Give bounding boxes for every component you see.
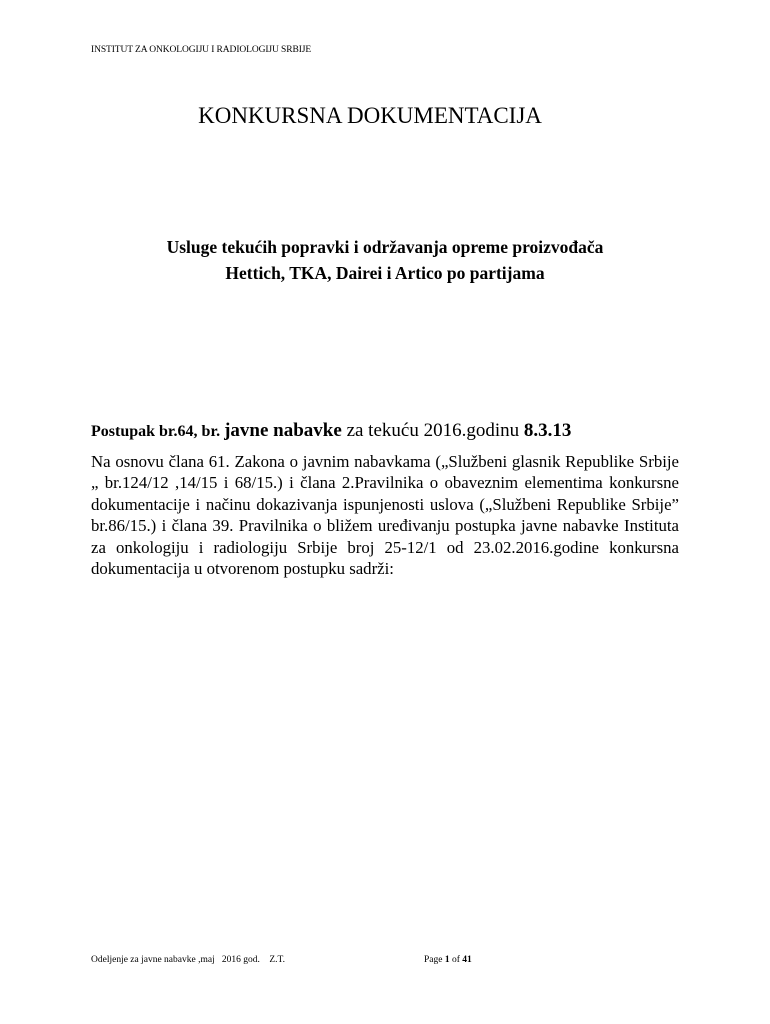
footer-department: Odeljenje za javne nabavke ,maj 2016 god. Z.T. — [91, 955, 285, 965]
legal-basis-paragraph: Na osnovu člana 61. Zakona o javnim nabavkama („Službeni glasnik Republike Srbije „ br.124/12 ,14/15 i 68/15.) i člana 2.Pravilnika o obaveznim elementima konkursne dokumentacije i načinu dokazivanja ispunjenosti uslova („Službeni Republike Srbije” br.86/15.) i člana 39. Pravilnika o bližem uređivanju postupka javne nabavke Instituta za onkologiju i radiologiju Srbije broj 25-12/1 od 23.02.2016.godine konkursna dokumentacija u otvorenom postupku sadrži: — [91, 452, 679, 579]
running-header: INSTITUT ZA ONKOLOGIJU I RADIOLOGIJU SRBIJE — [91, 45, 312, 55]
procedure-type: javne nabavke — [224, 420, 342, 441]
procedure-code: 8.3.13 — [523, 420, 572, 441]
procedure-line — [91, 420, 571, 442]
procedure-year: za tekuću 2016.godinu — [341, 420, 524, 441]
page-current: 1 — [444, 955, 450, 965]
procedure-number: Postupak br.64, br. — [91, 423, 225, 440]
document-subject — [91, 234, 679, 286]
page-of: of — [449, 955, 463, 965]
document-title: KONKURSNA DOKUMENTACIJA — [198, 103, 542, 128]
subject-line-1: Usluge tekućih popravki i održavanja opreme proizvođača — [166, 237, 604, 257]
subject-line-2: Hettich, TKA, Dairei i Artico po partijama — [225, 263, 545, 283]
page-total: 41 — [462, 955, 472, 965]
page-label: Page — [424, 955, 445, 965]
page-number — [424, 955, 472, 965]
